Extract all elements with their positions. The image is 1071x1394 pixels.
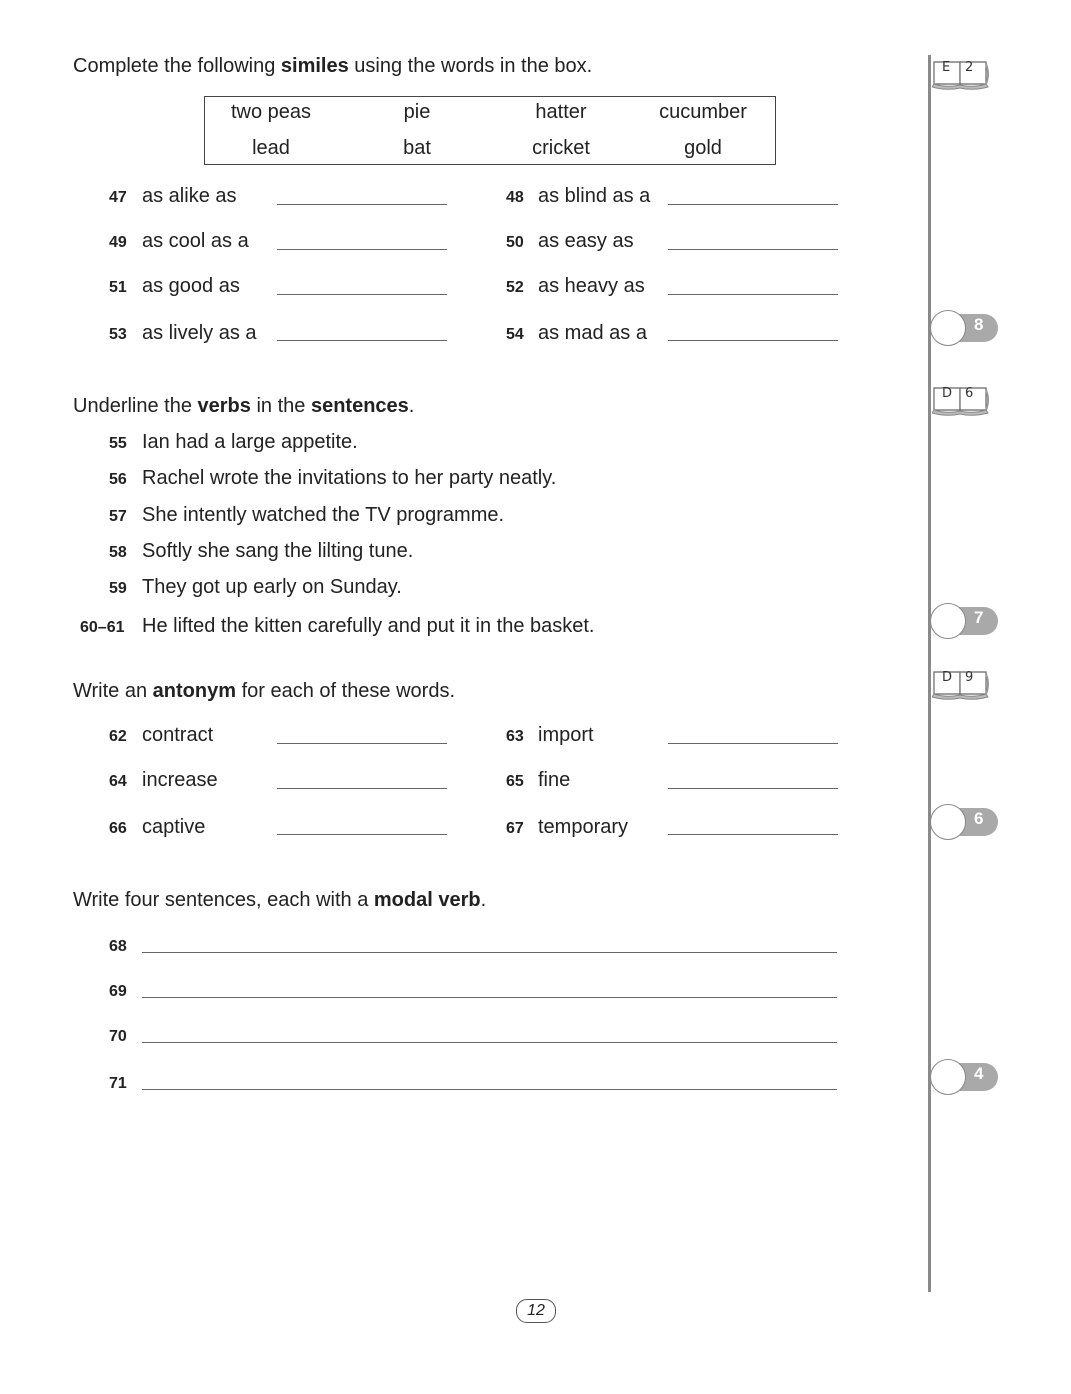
- question-number: 69: [109, 983, 127, 1000]
- question-number: 62: [109, 728, 127, 745]
- question-text: as blind as a: [538, 185, 651, 207]
- word-box: [204, 96, 776, 165]
- question-number: 54: [506, 326, 524, 343]
- question-text: as lively as a: [142, 322, 257, 344]
- answer-line[interactable]: [668, 204, 838, 205]
- question-number: 63: [506, 728, 524, 745]
- answer-line[interactable]: [668, 788, 838, 789]
- reference-number: 9: [965, 670, 974, 685]
- answer-line[interactable]: [277, 788, 447, 789]
- score-box[interactable]: [930, 603, 998, 639]
- antonym-instruction: Write an antonym for each of these words.: [73, 680, 456, 702]
- score-total: 4: [974, 1064, 984, 1083]
- sentence-text[interactable]: Softly she sang the lilting tune.: [142, 540, 414, 562]
- modal-verb-instruction: Write four sentences, each with a modal verb.: [73, 889, 487, 911]
- question-text: as good as: [142, 275, 240, 297]
- question-number: 51: [109, 279, 127, 296]
- question-number: 50: [506, 234, 524, 251]
- answer-line[interactable]: [277, 204, 447, 205]
- question-number: 52: [506, 279, 524, 296]
- score-input-circle[interactable]: [930, 1059, 966, 1095]
- reference-number: 6: [965, 386, 974, 401]
- reference-number: 2: [965, 60, 974, 75]
- question-text: import: [538, 724, 594, 746]
- question-number: 59: [109, 580, 127, 597]
- question-text: captive: [142, 816, 206, 838]
- sentence-text[interactable]: He lifted the kitten carefully and put it in the basket.: [142, 615, 595, 637]
- sentence-text[interactable]: Rachel wrote the invitations to her party neatly.: [142, 467, 557, 489]
- score-input-circle[interactable]: [930, 310, 966, 346]
- question-number: 60–61: [80, 619, 125, 636]
- sentence-text[interactable]: She intently watched the TV programme.: [142, 504, 505, 526]
- score-box[interactable]: [930, 310, 998, 346]
- question-number: 56: [109, 471, 127, 488]
- sentence-answer-line[interactable]: [142, 1089, 837, 1090]
- question-number: 65: [506, 773, 524, 790]
- answer-line[interactable]: [668, 249, 838, 250]
- question-text: as easy as: [538, 230, 634, 252]
- score-total: 6: [974, 809, 984, 828]
- answer-line[interactable]: [277, 834, 447, 835]
- question-text: as mad as a: [538, 322, 647, 344]
- question-number: 71: [109, 1075, 127, 1092]
- word-box-item: gold: [684, 137, 722, 159]
- question-number: 67: [506, 820, 524, 837]
- sentence-text[interactable]: Ian had a large appetite.: [142, 431, 358, 453]
- score-input-circle[interactable]: [930, 804, 966, 840]
- answer-line[interactable]: [277, 743, 447, 744]
- margin-rule: [928, 55, 931, 1292]
- similes-instruction: Complete the following similes using the words in the box.: [73, 55, 593, 77]
- word-box-item: bat: [403, 137, 431, 159]
- sentence-answer-line[interactable]: [142, 997, 837, 998]
- question-number: 49: [109, 234, 127, 251]
- question-number: 55: [109, 435, 127, 452]
- question-number: 64: [109, 773, 127, 790]
- reference-book-icon: [932, 668, 990, 700]
- reference-letter: D: [942, 386, 953, 401]
- word-box-item: two peas: [230, 101, 312, 123]
- word-box-item: lead: [252, 137, 290, 159]
- reference-letter: E: [942, 60, 951, 75]
- reference-book-icon: [932, 384, 990, 416]
- answer-line[interactable]: [277, 340, 447, 341]
- question-number: 70: [109, 1028, 127, 1045]
- question-text: contract: [142, 724, 214, 746]
- sentence-answer-line[interactable]: [142, 1042, 837, 1043]
- page-number: 12: [516, 1299, 556, 1323]
- reference-book-icon: [932, 58, 990, 90]
- answer-line[interactable]: [668, 834, 838, 835]
- question-text: as cool as a: [142, 230, 249, 252]
- score-total: 7: [974, 608, 984, 627]
- sentence-answer-line[interactable]: [142, 952, 837, 953]
- question-text: as alike as: [142, 185, 237, 207]
- score-box[interactable]: [930, 1059, 998, 1095]
- answer-line[interactable]: [277, 294, 447, 295]
- word-box-item: cricket: [532, 137, 590, 159]
- answer-line[interactable]: [668, 743, 838, 744]
- score-input-circle[interactable]: [930, 603, 966, 639]
- score-box[interactable]: [930, 804, 998, 840]
- verbs-instruction: Underline the verbs in the sentences.: [73, 395, 415, 417]
- answer-line[interactable]: [668, 294, 838, 295]
- question-text: temporary: [538, 816, 629, 838]
- answer-line[interactable]: [668, 340, 838, 341]
- question-number: 57: [109, 508, 127, 525]
- word-box-item: hatter: [535, 101, 587, 123]
- word-box-item: pie: [403, 101, 431, 123]
- question-number: 47: [109, 189, 127, 206]
- question-text: as heavy as: [538, 275, 645, 297]
- question-number: 53: [109, 326, 127, 343]
- sentence-text[interactable]: They got up early on Sunday.: [142, 576, 402, 598]
- question-number: 66: [109, 820, 127, 837]
- word-box-item: cucumber: [659, 101, 747, 123]
- question-text: fine: [538, 769, 571, 791]
- reference-letter: D: [942, 670, 953, 685]
- question-number: 68: [109, 938, 127, 955]
- score-total: 8: [974, 315, 984, 334]
- question-text: increase: [142, 769, 218, 791]
- question-number: 48: [506, 189, 524, 206]
- question-number: 58: [109, 544, 127, 561]
- answer-line[interactable]: [277, 249, 447, 250]
